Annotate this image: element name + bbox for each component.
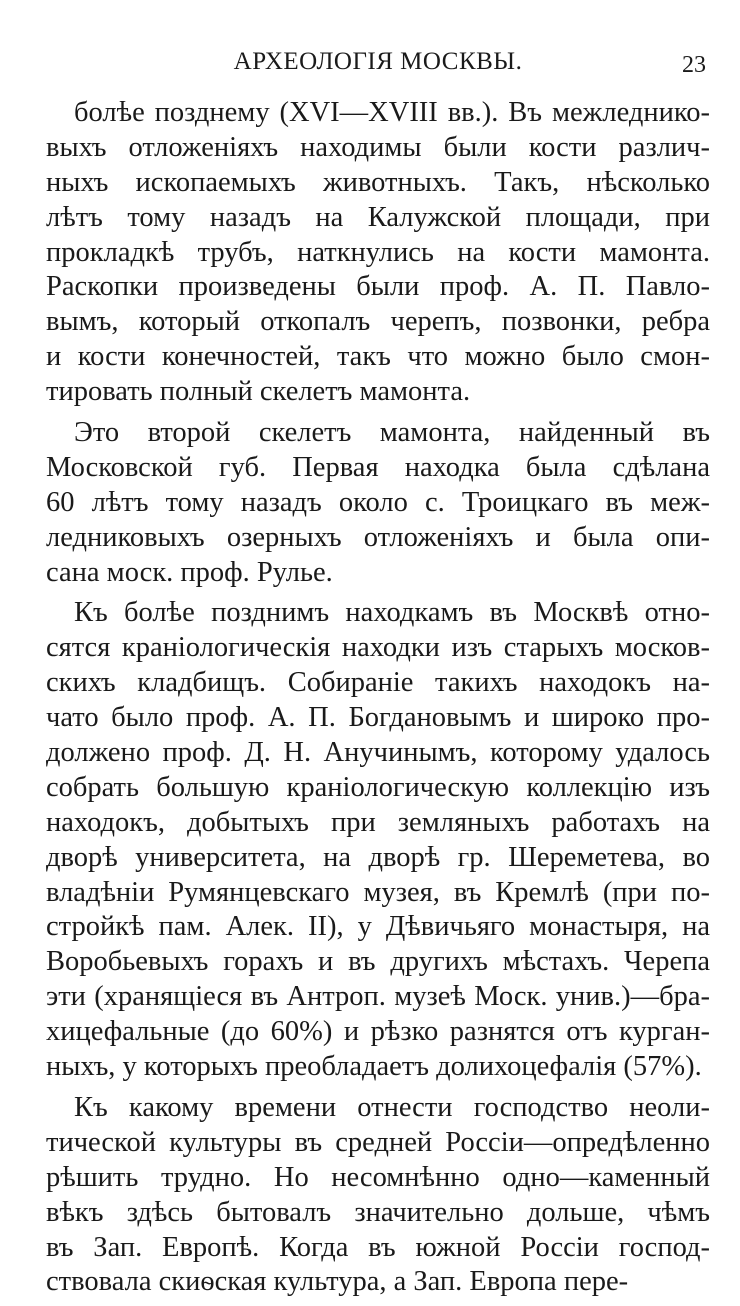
- text-line: вѣкъ здѣсь бытовалъ значительно дольше, чѣмъ: [46, 1196, 710, 1228]
- paragraph: [46, 596, 710, 1084]
- text-line: находокъ, добытыхъ при земляныхъ работахъ на: [46, 806, 710, 838]
- text-line: сана моск. проф. Рулье.: [46, 556, 333, 588]
- body-text: [46, 96, 710, 1300]
- paragraph: [46, 416, 710, 590]
- text-line: въ Зап. Европѣ. Когда въ южной Россіи господ-: [46, 1231, 710, 1263]
- running-head: [46, 44, 710, 96]
- text-line: дворѣ университета, на дворѣ гр. Шереметева, во: [46, 841, 710, 873]
- text-line: прокладкѣ трубъ, наткнулись на кости мамонта.: [46, 236, 710, 268]
- text-line: выхъ отложеніяхъ находимы были кости различ-: [46, 131, 710, 163]
- text-line: Это второй скелетъ мамонта, найденный въ: [74, 417, 710, 449]
- text-line: ныхъ, у которыхъ преобладаетъ долихоцефалія (57%).: [46, 1051, 702, 1083]
- paragraph: [46, 1091, 710, 1300]
- text-line: тировать полный скелетъ мамонта.: [46, 376, 471, 408]
- text-line: лѣтъ тому назадъ на Калужской площади, при: [46, 201, 710, 233]
- text-line: Къ какому времени отнести господство неоли-: [74, 1091, 710, 1123]
- text-line: владѣніи Румянцевскаго музея, въ Кремлѣ (при по-: [46, 876, 710, 908]
- text-line: Къ болѣе позднимъ находкамъ въ Москвѣ отно-: [74, 597, 710, 629]
- text-line: ныхъ ископаемыхъ животныхъ. Такъ, нѣсколько: [46, 166, 710, 198]
- paragraph: [46, 96, 710, 410]
- text-line: собрать большую краніологическую коллекцію изъ: [46, 771, 710, 803]
- book-page: [46, 44, 710, 1306]
- text-line: Московской губ. Первая находка была сдѣлана: [46, 451, 710, 483]
- text-line: тической культуры въ средней Россіи—опредѣленно: [46, 1126, 710, 1158]
- text-line: эти (хранящіеся въ Антроп. музеѣ Моск. унив.)—бра-: [46, 981, 710, 1013]
- text-line: болѣе позднему (XVI—XVIII вв.). Въ межледнико-: [74, 97, 710, 128]
- text-line: стройкѣ пам. Алек. II), у Дѣвичьяго монастыря, на: [46, 911, 710, 943]
- page-number: 23: [682, 52, 706, 78]
- text-line: и кости конечностей, такъ что можно было смон-: [46, 341, 710, 373]
- text-line: вымъ, который откопалъ черепъ, позвонки, ребра: [46, 306, 710, 338]
- text-line: скихъ кладбищъ. Собираніе такихъ находокъ на-: [46, 667, 710, 699]
- text-line: Воробьевыхъ горахъ и въ другихъ мѣстахъ. Черепа: [46, 946, 710, 978]
- text-line: хицефальные (до 60%) и рѣзко разнятся отъ курган-: [46, 1016, 710, 1048]
- text-line: ствовала скиѳская культура, а Зап. Европа пере-: [46, 1266, 629, 1298]
- running-title: АРХЕОЛОГІЯ МОСКВЫ.: [233, 48, 523, 75]
- text-line: чато было проф. А. П. Богдановымъ и широко про-: [46, 702, 710, 734]
- text-line: сятся краніологическія находки изъ старыхъ москов-: [46, 632, 710, 664]
- text-line: ледниковыхъ озерныхъ отложеніяхъ и была опи-: [46, 521, 710, 553]
- text-line: должено проф. Д. Н. Анучинымъ, которому удалось: [46, 737, 710, 769]
- text-line: рѣшить трудно. Но несомнѣнно одно—каменный: [46, 1161, 710, 1193]
- text-line: Раскопки произведены были проф. А. П. Павло-: [46, 271, 710, 303]
- text-line: 60 лѣтъ тому назадъ около с. Троицкаго въ меж-: [46, 486, 710, 518]
